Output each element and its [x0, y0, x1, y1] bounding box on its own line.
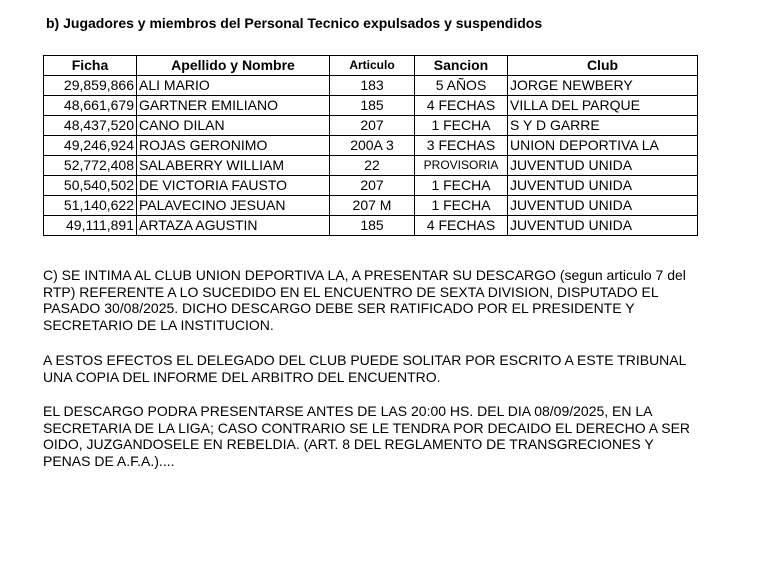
- cell-articulo: 207: [330, 116, 415, 136]
- cell-articulo: 207 M: [330, 196, 415, 216]
- paragraph-line: RTP) REFERENTE A LO SUCEDIDO EN EL ENCUENTRO DE SEXTA DIVISION, DISPUTADO EL: [43, 283, 659, 300]
- cell-sancion: 1 FECHA: [415, 196, 508, 216]
- header-club: Club: [508, 56, 698, 76]
- table-row: [44, 76, 698, 96]
- cell-name: SALABERRY WILLIAM: [137, 156, 330, 176]
- cell-club: JORGE NEWBERY: [508, 76, 698, 96]
- cell-articulo: 185: [330, 96, 415, 116]
- delegate-paragraph: [43, 352, 743, 385]
- cell-club: JUVENTUD UNIDA: [508, 156, 698, 176]
- cell-sancion: 4 FECHAS: [415, 216, 508, 236]
- cell-club: UNION DEPORTIVA LA: [508, 136, 698, 156]
- cell-ficha: 50,540,502: [44, 176, 137, 196]
- header-name: Apellido y Nombre: [137, 56, 330, 76]
- cell-ficha: 49,111,891: [44, 216, 137, 236]
- cell-ficha: 29,859,866: [44, 76, 137, 96]
- cell-ficha: 52,772,408: [44, 156, 137, 176]
- cell-club: S Y D GARRE: [508, 116, 698, 136]
- cell-ficha: 48,437,520: [44, 116, 137, 136]
- cell-articulo: 185: [330, 216, 415, 236]
- table-header-row: [44, 56, 698, 76]
- header-sancion: Sancion: [415, 56, 508, 76]
- cell-sancion: PROVISORIA: [415, 156, 508, 176]
- cell-articulo: 200A 3: [330, 136, 415, 156]
- cell-sancion: 5 AÑOS: [415, 76, 508, 96]
- table-row: [44, 216, 698, 236]
- paragraph-line: OIDO, JUZGANDOSELE EN REBELDIA. (ART. 8 DEL REGLAMENTO DE TRANSGRECIONES Y: [43, 436, 654, 452]
- table-row: [44, 196, 698, 216]
- paragraph-line: A ESTOS EFECTOS EL DELEGADO DEL CLUB PUEDE SOLITAR POR ESCRITO A ESTE TRIBUNAL: [43, 352, 687, 368]
- cell-articulo: 207: [330, 176, 415, 196]
- cell-ficha: 48,661,679: [44, 96, 137, 116]
- cell-sancion: 3 FECHAS: [415, 136, 508, 156]
- cell-name: ARTAZA AGUSTIN: [137, 216, 330, 236]
- table-row: [44, 156, 698, 176]
- cell-club: JUVENTUD UNIDA: [508, 196, 698, 216]
- cell-sancion: 1 FECHA: [415, 176, 508, 196]
- cell-articulo: 22: [330, 156, 415, 176]
- cell-articulo: 183: [330, 76, 415, 96]
- cell-club: JUVENTUD UNIDA: [508, 216, 698, 236]
- table-row: [44, 116, 698, 136]
- cell-ficha: 51,140,622: [44, 196, 137, 216]
- paragraph-line: PASADO 30/08/2025. DICHO DESCARGO DEBE SER RATIFICADO POR EL PRESIDENTE Y: [43, 300, 635, 316]
- cell-name: DE VICTORIA FAUSTO: [137, 176, 330, 196]
- header-ficha: Ficha: [44, 56, 137, 76]
- cell-club: JUVENTUD UNIDA: [508, 176, 698, 196]
- table-row: [44, 176, 698, 196]
- table-row: [44, 136, 698, 156]
- paragraph-line: PENAS DE A.F.A.)....: [43, 452, 175, 469]
- cell-name: GARTNER EMILIANO: [137, 96, 330, 116]
- paragraph-line: SECRETARIA DE LA LIGA; CASO CONTRARIO SE LE TENDRA POR DECAIDO EL DERECHO A SER: [43, 419, 691, 436]
- cell-club: VILLA DEL PARQUE: [508, 96, 698, 116]
- cell-sancion: 1 FECHA: [415, 116, 508, 136]
- paragraph-line: EL DESCARGO PODRA PRESENTARSE ANTES DE LAS 20:00 HS. DEL DIA 08/09/2025, EN LA: [43, 403, 653, 419]
- table-row: [44, 96, 698, 116]
- cell-name: ALI MARIO: [137, 76, 330, 96]
- section-heading: b) Jugadores y miembros del Personal Tecnico expulsados y suspendidos: [46, 15, 543, 31]
- summons-paragraph: [43, 267, 743, 333]
- paragraph-line: C) SE INTIMA AL CLUB UNION DEPORTIVA LA, A PRESENTAR SU DESCARGO (segun articulo 7 del: [43, 267, 686, 283]
- cell-ficha: 49,246,924: [44, 136, 137, 156]
- sanctions-table: [43, 55, 698, 236]
- cell-sancion: 4 FECHAS: [415, 96, 508, 116]
- cell-name: CANO DILAN: [137, 116, 330, 136]
- paragraph-line: UNA COPIA DEL INFORME DEL ARBITRO DEL ENCUENTRO.: [43, 368, 441, 385]
- cell-name: PALAVECINO JESUAN: [137, 196, 330, 216]
- cell-name: ROJAS GERONIMO: [137, 136, 330, 156]
- deadline-paragraph: [43, 403, 743, 469]
- paragraph-line: SECRETARIO DE LA INSTITUCION.: [43, 316, 274, 333]
- header-articulo: Articulo: [330, 56, 415, 76]
